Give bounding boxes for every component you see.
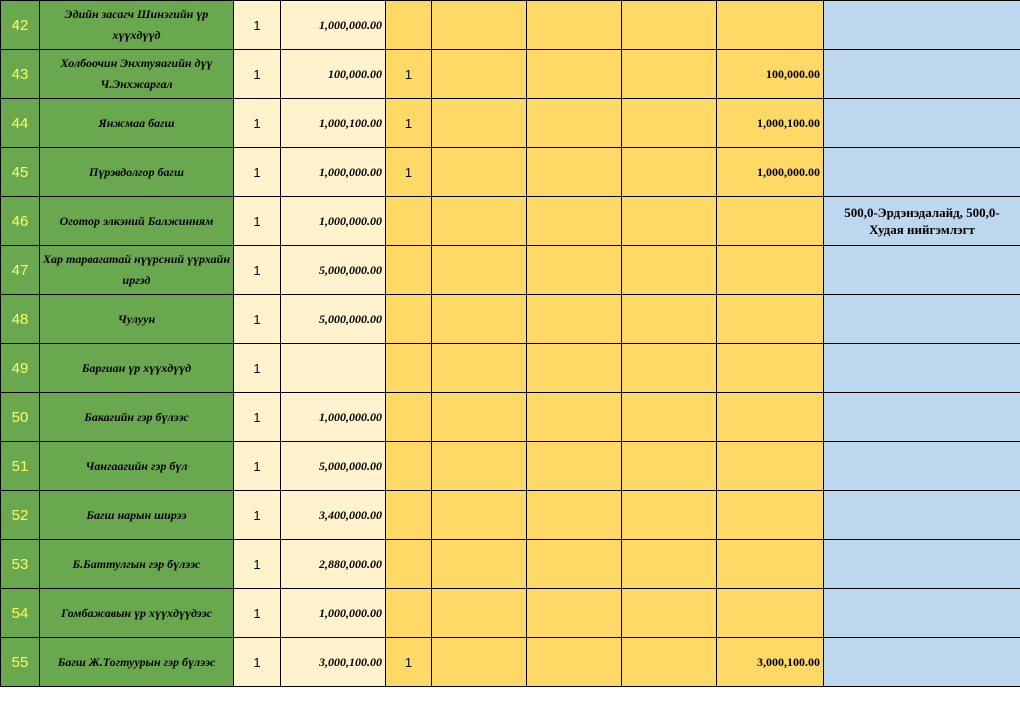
paid-amount-cell[interactable]: 1,000,000.00 bbox=[717, 148, 824, 197]
amount-cell[interactable]: 1,000,000.00 bbox=[281, 197, 386, 246]
empty-cell[interactable] bbox=[527, 246, 622, 295]
empty-cell[interactable] bbox=[432, 148, 527, 197]
name-cell[interactable]: Эдийн засагч Шинэгийн үр хүүхдүүд bbox=[40, 1, 234, 50]
empty-cell[interactable] bbox=[622, 1, 717, 50]
empty-cell[interactable] bbox=[432, 50, 527, 99]
empty-cell[interactable] bbox=[527, 393, 622, 442]
paid-count-cell[interactable] bbox=[386, 540, 432, 589]
name-cell[interactable]: Янжмаа багш bbox=[40, 99, 234, 148]
row-number-cell[interactable]: 48 bbox=[1, 295, 40, 344]
empty-cell[interactable] bbox=[527, 344, 622, 393]
table-row bbox=[1, 540, 1020, 589]
row-number-cell[interactable]: 45 bbox=[1, 148, 40, 197]
name-cell[interactable]: Багш Ж.Тогтуурын гэр бүлээс bbox=[40, 638, 234, 687]
name-cell[interactable]: Пүрэвдолгор багш bbox=[40, 148, 234, 197]
empty-cell[interactable] bbox=[432, 295, 527, 344]
paid-count-cell[interactable] bbox=[386, 246, 432, 295]
empty-cell[interactable] bbox=[622, 197, 717, 246]
empty-cell[interactable] bbox=[527, 50, 622, 99]
table-row bbox=[1, 344, 1020, 393]
empty-cell[interactable] bbox=[622, 393, 717, 442]
empty-cell[interactable] bbox=[622, 442, 717, 491]
table-row bbox=[1, 197, 1020, 246]
empty-cell[interactable] bbox=[432, 638, 527, 687]
table-row bbox=[1, 295, 1020, 344]
paid-count-cell[interactable]: 1 bbox=[386, 50, 432, 99]
empty-cell[interactable] bbox=[622, 99, 717, 148]
note-cell[interactable] bbox=[824, 99, 1020, 148]
amount-cell[interactable]: 100,000.00 bbox=[281, 50, 386, 99]
name-cell[interactable]: Холбоочин Энхтуяагийн дүү Ч.Энхжаргал bbox=[40, 50, 234, 99]
amount-cell[interactable]: 5,000,000.00 bbox=[281, 295, 386, 344]
table-row bbox=[1, 491, 1020, 540]
paid-amount-cell[interactable]: 100,000.00 bbox=[717, 50, 824, 99]
paid-count-cell[interactable] bbox=[386, 1, 432, 50]
amount-cell[interactable]: 1,000,000.00 bbox=[281, 589, 386, 638]
note-cell[interactable]: 500,0-Эрдэнэдалайд, 500,0-Худая нийгэмлэгт bbox=[824, 197, 1020, 246]
table-row bbox=[1, 589, 1020, 638]
row-number-cell[interactable]: 44 bbox=[1, 99, 40, 148]
empty-cell[interactable] bbox=[622, 491, 717, 540]
table-row bbox=[1, 638, 1020, 687]
quantity-cell[interactable]: 1 bbox=[234, 442, 281, 491]
amount-cell[interactable]: 5,000,000.00 bbox=[281, 246, 386, 295]
empty-cell[interactable] bbox=[527, 1, 622, 50]
note-cell[interactable] bbox=[824, 442, 1020, 491]
empty-cell[interactable] bbox=[432, 246, 527, 295]
name-cell[interactable]: Баргиан үр хүүхдүүд bbox=[40, 344, 234, 393]
table-row bbox=[1, 442, 1020, 491]
note-cell[interactable] bbox=[824, 295, 1020, 344]
note-cell[interactable] bbox=[824, 344, 1020, 393]
row-number-cell[interactable]: 52 bbox=[1, 491, 40, 540]
empty-cell[interactable] bbox=[527, 442, 622, 491]
empty-cell[interactable] bbox=[432, 442, 527, 491]
empty-cell[interactable] bbox=[622, 589, 717, 638]
quantity-cell[interactable]: 1 bbox=[234, 589, 281, 638]
quantity-cell[interactable]: 1 bbox=[234, 344, 281, 393]
name-cell[interactable]: Гомбажавын үр хүүхдүүдээс bbox=[40, 589, 234, 638]
quantity-cell[interactable]: 1 bbox=[234, 295, 281, 344]
amount-cell[interactable]: 3,000,100.00 bbox=[281, 638, 386, 687]
quantity-cell[interactable]: 1 bbox=[234, 50, 281, 99]
name-cell[interactable]: Бакагийн гэр бүлээс bbox=[40, 393, 234, 442]
amount-cell[interactable]: 1,000,000.00 bbox=[281, 148, 386, 197]
empty-cell[interactable] bbox=[432, 393, 527, 442]
row-number-cell[interactable]: 50 bbox=[1, 393, 40, 442]
empty-cell[interactable] bbox=[622, 295, 717, 344]
empty-cell[interactable] bbox=[432, 197, 527, 246]
paid-amount-cell[interactable] bbox=[717, 1, 824, 50]
row-number-cell[interactable]: 54 bbox=[1, 589, 40, 638]
paid-amount-cell[interactable]: 1,000,100.00 bbox=[717, 99, 824, 148]
note-cell[interactable] bbox=[824, 491, 1020, 540]
row-number-cell[interactable]: 42 bbox=[1, 1, 40, 50]
amount-cell[interactable]: 5,000,000.00 bbox=[281, 442, 386, 491]
empty-cell[interactable] bbox=[527, 491, 622, 540]
row-number-cell[interactable]: 51 bbox=[1, 442, 40, 491]
note-cell[interactable] bbox=[824, 1, 1020, 50]
paid-amount-cell[interactable] bbox=[717, 442, 824, 491]
empty-cell[interactable] bbox=[622, 540, 717, 589]
table-row bbox=[1, 393, 1020, 442]
quantity-cell[interactable]: 1 bbox=[234, 99, 281, 148]
paid-amount-cell[interactable] bbox=[717, 393, 824, 442]
row-number-cell[interactable]: 53 bbox=[1, 540, 40, 589]
amount-cell[interactable]: 3,400,000.00 bbox=[281, 491, 386, 540]
empty-cell[interactable] bbox=[432, 344, 527, 393]
paid-amount-cell[interactable] bbox=[717, 295, 824, 344]
paid-count-cell[interactable]: 1 bbox=[386, 638, 432, 687]
empty-cell[interactable] bbox=[432, 589, 527, 638]
amount-cell[interactable] bbox=[281, 344, 386, 393]
empty-cell[interactable] bbox=[432, 491, 527, 540]
quantity-cell[interactable]: 1 bbox=[234, 1, 281, 50]
name-cell[interactable]: Чулуун bbox=[40, 295, 234, 344]
empty-cell[interactable] bbox=[527, 540, 622, 589]
paid-count-cell[interactable] bbox=[386, 295, 432, 344]
row-number-cell[interactable]: 55 bbox=[1, 638, 40, 687]
quantity-cell[interactable]: 1 bbox=[234, 246, 281, 295]
paid-amount-cell[interactable] bbox=[717, 197, 824, 246]
quantity-cell[interactable]: 1 bbox=[234, 491, 281, 540]
paid-amount-cell[interactable] bbox=[717, 344, 824, 393]
table-body bbox=[1, 1, 1020, 687]
table-row bbox=[1, 99, 1020, 148]
table-row bbox=[1, 1, 1020, 50]
amount-cell[interactable]: 1,000,000.00 bbox=[281, 393, 386, 442]
note-cell[interactable] bbox=[824, 638, 1020, 687]
quantity-cell[interactable]: 1 bbox=[234, 197, 281, 246]
empty-cell[interactable] bbox=[527, 589, 622, 638]
note-cell[interactable] bbox=[824, 589, 1020, 638]
row-number-cell[interactable]: 46 bbox=[1, 197, 40, 246]
paid-amount-cell[interactable] bbox=[717, 589, 824, 638]
name-cell[interactable]: Багш нарын ширээ bbox=[40, 491, 234, 540]
empty-cell[interactable] bbox=[622, 246, 717, 295]
paid-count-cell[interactable]: 1 bbox=[386, 99, 432, 148]
paid-count-cell[interactable] bbox=[386, 589, 432, 638]
paid-count-cell[interactable] bbox=[386, 491, 432, 540]
empty-cell[interactable] bbox=[527, 148, 622, 197]
table-row bbox=[1, 148, 1020, 197]
note-cell[interactable] bbox=[824, 540, 1020, 589]
paid-amount-cell[interactable] bbox=[717, 540, 824, 589]
note-cell[interactable] bbox=[824, 393, 1020, 442]
row-number-cell[interactable]: 43 bbox=[1, 50, 40, 99]
name-cell[interactable]: Б.Баттулгын гэр бүлээс bbox=[40, 540, 234, 589]
table-row bbox=[1, 246, 1020, 295]
amount-cell[interactable]: 2,880,000.00 bbox=[281, 540, 386, 589]
name-cell[interactable]: Оготор элкэний Балжинням bbox=[40, 197, 234, 246]
table-row bbox=[1, 50, 1020, 99]
empty-cell[interactable] bbox=[622, 638, 717, 687]
paid-amount-cell[interactable]: 3,000,100.00 bbox=[717, 638, 824, 687]
empty-cell[interactable] bbox=[622, 344, 717, 393]
paid-count-cell[interactable] bbox=[386, 197, 432, 246]
paid-count-cell[interactable] bbox=[386, 442, 432, 491]
empty-cell[interactable] bbox=[527, 295, 622, 344]
quantity-cell[interactable]: 1 bbox=[234, 638, 281, 687]
paid-count-cell[interactable]: 1 bbox=[386, 148, 432, 197]
paid-count-cell[interactable] bbox=[386, 344, 432, 393]
quantity-cell[interactable]: 1 bbox=[234, 148, 281, 197]
note-cell[interactable] bbox=[824, 246, 1020, 295]
note-cell[interactable] bbox=[824, 50, 1020, 99]
row-number-cell[interactable]: 47 bbox=[1, 246, 40, 295]
paid-count-cell[interactable] bbox=[386, 393, 432, 442]
empty-cell[interactable] bbox=[432, 1, 527, 50]
quantity-cell[interactable]: 1 bbox=[234, 540, 281, 589]
paid-amount-cell[interactable] bbox=[717, 246, 824, 295]
row-number-cell[interactable]: 49 bbox=[1, 344, 40, 393]
empty-cell[interactable] bbox=[527, 197, 622, 246]
name-cell[interactable]: Чангаагийн гэр бүл bbox=[40, 442, 234, 491]
empty-cell[interactable] bbox=[622, 50, 717, 99]
empty-cell[interactable] bbox=[527, 638, 622, 687]
empty-cell[interactable] bbox=[432, 99, 527, 148]
empty-cell[interactable] bbox=[432, 540, 527, 589]
quantity-cell[interactable]: 1 bbox=[234, 393, 281, 442]
paid-amount-cell[interactable] bbox=[717, 491, 824, 540]
amount-cell[interactable]: 1,000,100.00 bbox=[281, 99, 386, 148]
name-cell[interactable]: Хар тарвагатай нүүрсний үүрхайн иргэд bbox=[40, 246, 234, 295]
empty-cell[interactable] bbox=[622, 148, 717, 197]
amount-cell[interactable]: 1,000,000.00 bbox=[281, 1, 386, 50]
note-cell[interactable] bbox=[824, 148, 1020, 197]
empty-cell[interactable] bbox=[527, 99, 622, 148]
